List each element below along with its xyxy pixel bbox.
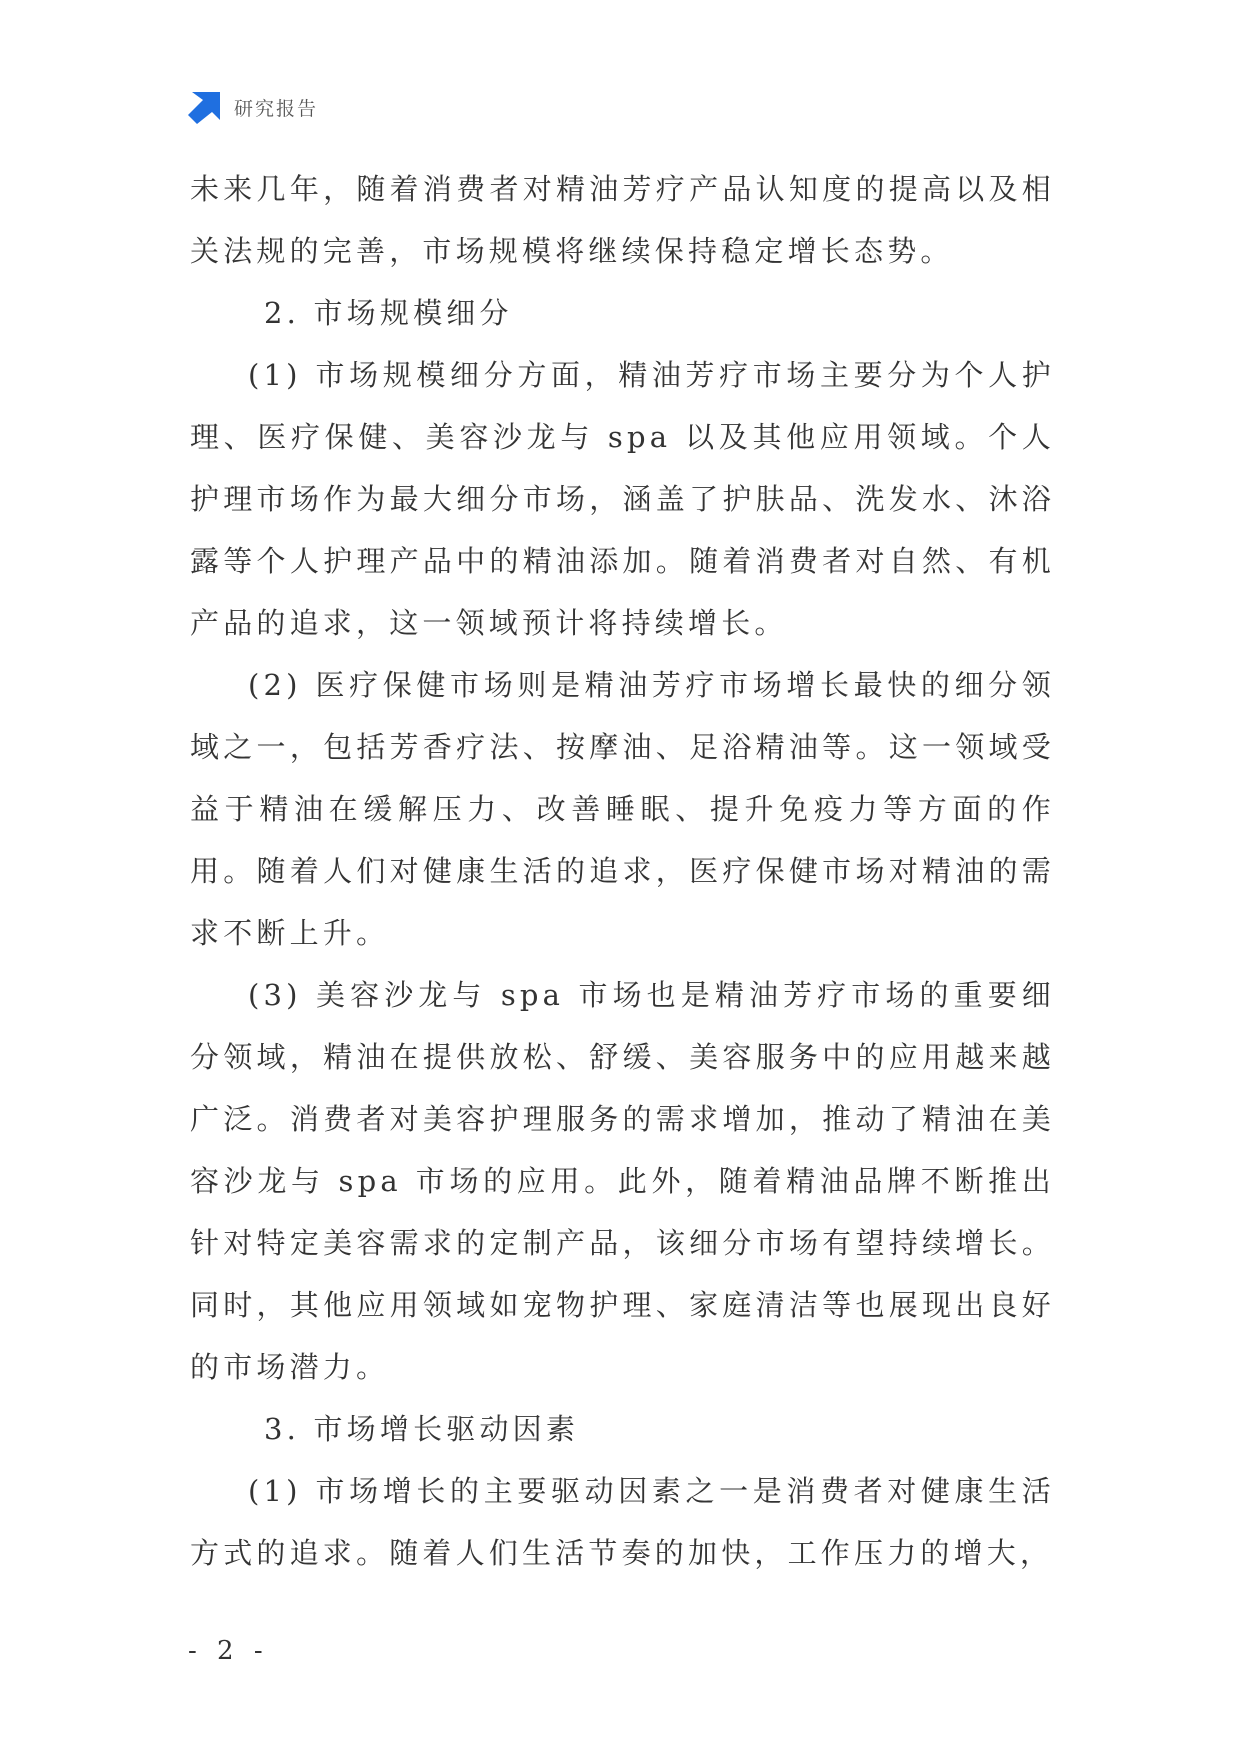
paragraph-continuation: 未来几年，随着消费者对精油芳疗产品认知度的提高以及相关法规的完善，市场规模将继续保持稳定增长态势。 bbox=[190, 172, 1055, 268]
paragraph: (2) 医疗保健市场则是精油芳疗市场增长最快的细分领域之一，包括芳香疗法、按摩油、足浴精油等。这一领域受益于精油在缓解压力、改善睡眠、提升免疫力等方面的作用。随着人们对健康生活的追求，医疗保健市场对精油的需求不断上升。 bbox=[190, 668, 1055, 950]
document-body bbox=[190, 158, 1055, 1584]
section-heading: 2. 市场规模细分 bbox=[264, 296, 513, 330]
paragraph: (1) 市场增长的主要驱动因素之一是消费者对健康生活方式的追求。随着人们生活节奏的加快，工作压力的增大， bbox=[190, 1474, 1055, 1570]
header-title: 研究报告 bbox=[234, 97, 319, 120]
paragraph: (1) 市场规模细分方面，精油芳疗市场主要分为个人护理、医疗保健、美容沙龙与 spa 以及其他应用领域。个人护理市场作为最大细分市场，涵盖了护肤品、洗发水、沐浴露等个人护理产品中的精油添加。随着消费者对自然、有机产品的追求，这一领域预计将持续增长。 bbox=[190, 358, 1055, 640]
section-heading: 3. 市场增长驱动因素 bbox=[264, 1412, 580, 1446]
arrow-up-right-icon bbox=[188, 90, 222, 124]
page-header bbox=[188, 90, 318, 124]
paragraph: (3) 美容沙龙与 spa 市场也是精油芳疗市场的重要细分领域，精油在提供放松、舒缓、美容服务中的应用越来越广泛。消费者对美容护理服务的需求增加，推动了精油在美容沙龙与 spa 市场的应用。此外，随着精油品牌不断推出针对特定美容需求的定制产品，该细分市场有望持续增长。同时，其他应用领域如宠物护理、家庭清洁等也展现出良好的市场潜力。 bbox=[190, 978, 1055, 1384]
page-number: - 2 - bbox=[188, 1636, 269, 1666]
